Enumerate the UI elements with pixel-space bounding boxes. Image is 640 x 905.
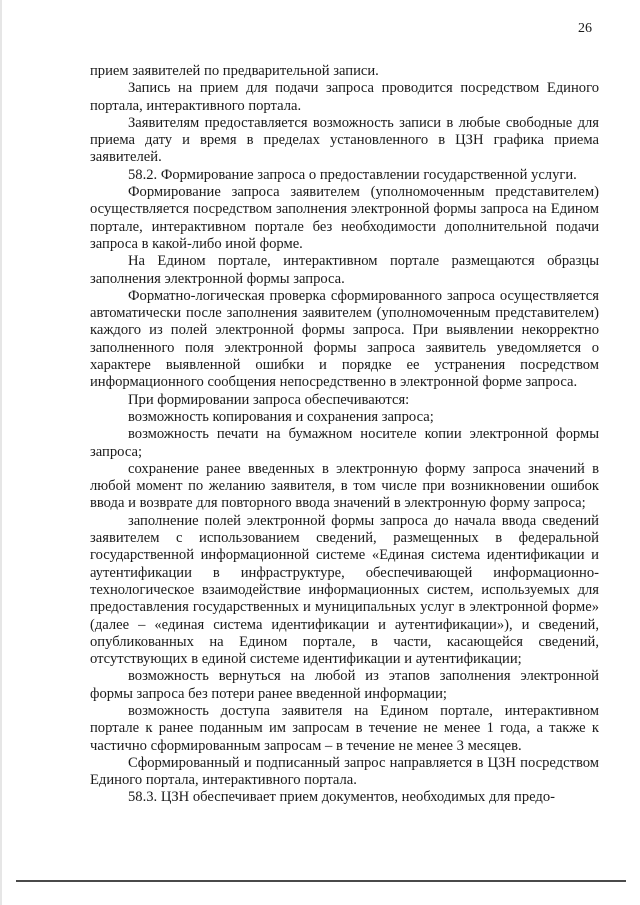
paragraph: Формирование запроса заявителем (уполномоченным представителем) осуществляется посредством заполнения электронной формы запроса на Едином портале, интерактивном портале без необходимости дополнительной подачи запроса в какой-либо иной форме. bbox=[90, 184, 599, 252]
document-body bbox=[90, 63, 599, 807]
list-item: возможность вернуться на любой из этапов заполнения электронной формы запроса без потери ранее введенной информации; bbox=[90, 668, 599, 702]
paragraph: Сформированный и подписанный запрос направляется в ЦЗН посредством Единого портала, интерактивного портала. bbox=[90, 754, 599, 789]
section-heading-58-3: 58.3. ЦЗН обеспечивает прием документов, необходимых для предо- bbox=[128, 789, 555, 806]
list-item: сохранение ранее введенных в электронную форму запроса значений в любой момент по желанию заявителя, в том числе при возникновении ошибок ввода и возврате для повторного ввода значений в электронную форму запроса; bbox=[90, 460, 599, 512]
list-item: возможность доступа заявителя на Едином портале, интерактивном портале к ранее поданным им запросам в течение не менее 1 года, а также к частично сформированным запросам – в течение не менее 3 месяцев. bbox=[90, 702, 599, 754]
list-intro: При формировании запроса обеспечиваются: bbox=[128, 391, 410, 408]
list-item: возможность печати на бумажном носителе копии электронной формы запроса; bbox=[90, 426, 599, 460]
paragraph: Форматно-логическая проверка сформированного запроса осуществляется автоматически после заполнения заявителем (уполномоченным представителем) каждого из полей электронной формы запроса. При выявлении некорректно заполненного поля электронной формы запроса заявитель уведомляется о характере выявленной ошибки и порядке ее устранения посредством информационного сообщения непосредственно в электронной форме запроса. bbox=[90, 287, 599, 391]
paragraph: На Едином портале, интерактивном портале размещаются образцы заполнения электронной формы запроса. bbox=[90, 253, 599, 287]
scan-left-edge bbox=[0, 0, 2, 905]
paragraph: Заявителям предоставляется возможность записи в любые свободные для приема дату и время в пределах установленного в ЦЗН графика приема заявителей. bbox=[90, 114, 599, 166]
list-item: возможность копирования и сохранения запроса; bbox=[128, 408, 434, 425]
scan-bottom-edge bbox=[16, 880, 626, 882]
paragraph: Запись на прием для подачи запроса проводится посредством Единого портала, интерактивного портала. bbox=[90, 80, 599, 114]
page-number: 26 bbox=[578, 21, 592, 36]
paragraph: прием заявителей по предварительной записи. bbox=[90, 63, 379, 79]
section-heading-58-2: 58.2. Формирование запроса о предоставлении государственной услуги. bbox=[128, 166, 577, 183]
list-item: заполнение полей электронной формы запроса до начала ввода сведений заявителем с использованием сведений, размещенных в федеральной государственной информационной системе «Единая система идентификации и аутентификации в инфраструктуре, обеспечивающей информационно-технологическое взаимодействие информационных систем, используемых для предоставления государственных и муниципальных услуг в электронной форме» (далее – «единая система идентификации и аутентификации»), и сведений, опубликованных на Едином портале, в части, касающейся сведений, отсутствующих в единой системе идентификации и аутентификации; bbox=[90, 512, 599, 668]
